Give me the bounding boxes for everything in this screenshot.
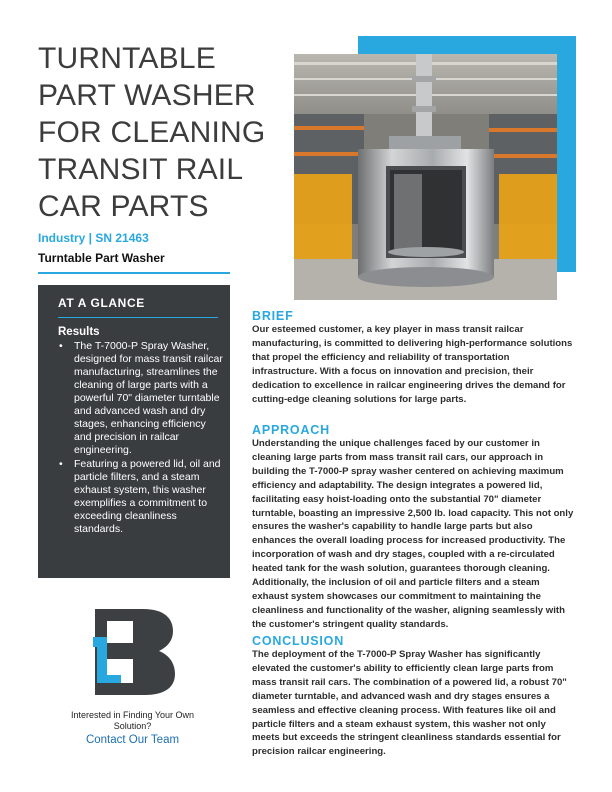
approach-body: Understanding the unique challenges faced by our customer in cleaning large parts from mass transit rail cars, our approach in building the T-7000-P spray washer centered on achieving maximum efficiency and adaptability. The design integrates a powered lid, facilitating easy hoist-loading onto the substantial 70" diameter turntable, boasting an impressive 2,500 lb. load capacity. This not only ensures the washer's capability to handle large parts but also enhances the overall loading process for increased productivity. The incorporation of wash and dry stages, coupled with a re-circulated heated tank for the wash solution, guarantees thorough cleaning. Additionally, the inclusion of oil and particle filters and a steam exhaust system showcases our commitment to maintaining the cleanliness and functionality of the washer, aligning seamlessly with the customer's stringent quality standards. bbox=[252, 438, 574, 630]
company-logo bbox=[93, 607, 175, 697]
sidebar-divider bbox=[58, 317, 218, 318]
header-divider bbox=[38, 272, 230, 274]
page-title bbox=[38, 40, 268, 225]
conclusion-heading: CONCLUSION bbox=[252, 634, 345, 648]
contact-link[interactable]: Contact Our Team bbox=[85, 734, 180, 746]
title-line: TRANSIT RAIL bbox=[38, 153, 244, 186]
product-photo bbox=[294, 54, 557, 300]
at-a-glance-panel bbox=[38, 285, 230, 578]
industry-label: Industry | SN 21463 bbox=[38, 231, 149, 245]
product-subtitle: Turntable Part Washer bbox=[38, 251, 165, 265]
results-label: Results bbox=[58, 326, 100, 338]
list-item: • Featuring a powered lid, oil and particle filters, and a steam exhaust system, this washer exemplifies a commitment to exceeding cleanliness standards. bbox=[56, 458, 224, 536]
approach-heading: APPROACH bbox=[252, 423, 330, 437]
title-line: FOR CLEANING bbox=[38, 116, 266, 149]
title-line: CAR PARTS bbox=[38, 190, 209, 223]
sidebar-heading: AT A GLANCE bbox=[58, 296, 145, 310]
title-line: TURNTABLE bbox=[38, 42, 216, 75]
results-list bbox=[56, 340, 224, 537]
title-line: PART WASHER bbox=[38, 79, 256, 112]
cta-text: Interested in Finding Your Own Solution? bbox=[70, 710, 195, 731]
brief-heading: BRIEF bbox=[252, 309, 294, 323]
conclusion-body: The deployment of the T-7000-P Spray Washer has significantly elevated the customer's ability to efficiently clean large parts from mass transit rail cars. The combination of a powered lid, a robust 70" diameter turntable, and advanced wash and dry stages ensures a seamless and effective cleaning process. With features like oil and particle filters and a steam exhaust system, this washer not only meets but exceeds the stringent cleanliness standards essential for precision railcar engineering. bbox=[252, 649, 567, 758]
brief-body: Our esteemed customer, a key player in mass transit railcar manufacturing, is committed to delivering high-performance solutions that propel the efficiency and reliability of transportation infrastructure. With a focus on innovation and precision, their dedication to excellence in railcar engineering drives the demand for cutting-edge cleaning solutions for large parts. bbox=[252, 324, 573, 405]
list-item: • The T-7000-P Spray Washer, designed for mass transit railcar manufacturing, streamlines the cleaning of large parts with a powerful 70" diameter turntable and advanced wash and dry stages, enhancing efficiency and precision in railcar engineering. bbox=[56, 340, 224, 457]
